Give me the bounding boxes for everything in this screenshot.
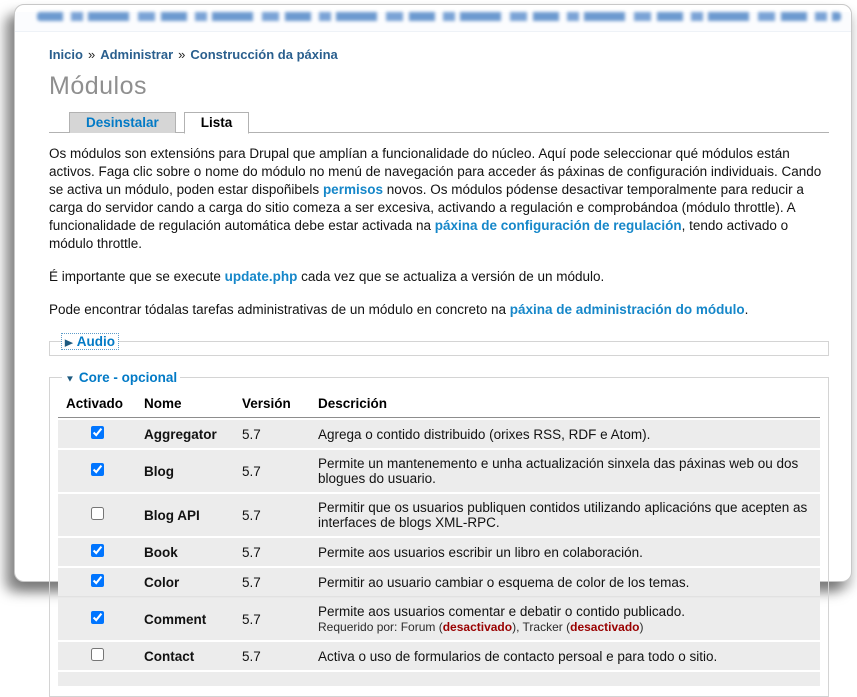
module-checkbox-comment[interactable] <box>91 611 104 624</box>
requires-text: ) <box>639 620 644 634</box>
fieldset-audio-legend[interactable] <box>62 334 118 349</box>
module-version: 5.7 <box>234 420 310 448</box>
table-header-row <box>58 391 820 418</box>
blurred-links-decoration <box>37 12 841 21</box>
intro-text-segment: . <box>744 302 749 317</box>
table-row <box>58 642 820 670</box>
module-description: Agrega o contido distribuido (orixes RSS, RDF e Atom). <box>310 420 820 448</box>
module-version: 5.7 <box>234 568 310 596</box>
fieldset-audio <box>49 334 829 356</box>
module-name: Aggregator <box>136 420 234 448</box>
module-description: Permite un mantenemento e unha actualización sinxela das páxinas web ou dos blogues do usuario. <box>310 450 820 492</box>
module-description: Permitir que os usuarios publiquen contidos utilizando aplicacións que acepten as interfaces de blogs XML-RPC. <box>310 494 820 536</box>
intro-text-segment: cada vez que se actualiza a versión de un módulo. <box>297 269 605 284</box>
fieldset-audio-label: Audio <box>76 334 115 349</box>
module-checkbox-blog[interactable] <box>91 463 104 476</box>
table-row-cutoff <box>58 672 820 686</box>
module-checkbox-contact[interactable] <box>91 648 104 661</box>
module-checkbox-color[interactable] <box>91 574 104 587</box>
header-activado: Activado <box>58 391 136 418</box>
module-checkbox-aggregator[interactable] <box>91 426 104 439</box>
tab-bar <box>49 111 829 133</box>
intro-text-segment: novos. Os módulos pódense desactivar temporalmente para reducir a carga do servidor cando a carga do sitio comeza a ser excesiva, activando a regulación e comprobándoa (módulo throttle). A funcionalidade de regulación automática debe estar activada na <box>49 182 804 233</box>
expanded-arrow-icon: ▼ <box>65 374 75 385</box>
module-version: 5.7 <box>234 538 310 566</box>
intro-text <box>49 145 829 319</box>
module-checkbox-book[interactable] <box>91 544 104 557</box>
intro-paragraph-1 <box>49 145 829 253</box>
screenshot-window <box>14 4 852 664</box>
breadcrumb-link-inicio[interactable]: Inicio <box>49 47 83 62</box>
module-name: Book <box>136 538 234 566</box>
header-descricion: Descrición <box>310 391 820 418</box>
page-title: Módulos <box>49 72 147 100</box>
update-php-link[interactable]: update.php <box>224 269 298 284</box>
module-admin-link[interactable]: páxina de administración do módulo <box>509 302 745 317</box>
module-description <box>310 598 820 640</box>
breadcrumb <box>49 47 829 62</box>
module-name: Comment <box>136 598 234 640</box>
fieldset-core-opcional <box>49 370 829 697</box>
table-row <box>58 420 820 448</box>
intro-text-segment: Pode encontrar tódalas tarefas administrativas de un módulo en concreto na <box>49 302 510 317</box>
blurred-bookmarks-bar <box>15 12 851 32</box>
tab-lista[interactable]: Lista <box>184 112 250 134</box>
header-version: Versión <box>234 391 310 418</box>
module-version: 5.7 <box>234 450 310 492</box>
module-version: 5.7 <box>234 598 310 640</box>
module-description-text: Permite aos usuarios comentar e debatir o contido publicado. <box>318 604 685 619</box>
status-desactivado: desactivado <box>442 620 513 634</box>
table-row <box>58 568 820 596</box>
tab-desinstalar[interactable]: Desinstalar <box>69 112 176 133</box>
module-description: Permitir ao usuario cambiar o esquema de color de los temas. <box>310 568 820 596</box>
status-desactivado: desactivado <box>570 620 640 634</box>
permisos-link[interactable]: permisos <box>322 182 383 197</box>
breadcrumb-link-construccion[interactable]: Construcción da páxina <box>190 47 338 62</box>
breadcrumb-separator: » <box>87 47 96 62</box>
breadcrumb-link-administrar[interactable]: Administrar <box>100 47 174 62</box>
collapsed-arrow-icon: ▶ <box>65 338 73 349</box>
intro-text-segment: Os módulos son extensións para Drupal que amplían a funcionalidade do núcleo. Aquí pode seleccionar qué módulos están activos. Faga clic sobre o nome do módulo no menú de navegación para acceder ás páxinas de configuración individuais. Cando se activa un módulo, poden estar dispoñibels <box>49 146 822 197</box>
table-row <box>58 598 820 640</box>
table-row <box>58 450 820 492</box>
modules-table <box>58 389 820 688</box>
module-version: 5.7 <box>234 494 310 536</box>
table-row <box>58 494 820 536</box>
intro-paragraph-3 <box>49 301 829 319</box>
module-description: Activa o uso de formularios de contacto persoal e para todo o sitio. <box>310 642 820 670</box>
requires-text: ), Tracker ( <box>512 620 571 634</box>
module-name: Color <box>136 568 234 596</box>
page-content <box>15 32 851 697</box>
intro-paragraph-2 <box>49 268 829 286</box>
header-nome: Nome <box>136 391 234 418</box>
module-version: 5.7 <box>234 642 310 670</box>
breadcrumb-separator: » <box>178 47 186 62</box>
module-name: Blog API <box>136 494 234 536</box>
requires-text: Requerido por: Forum ( <box>318 620 443 634</box>
intro-text-segment: É importante que se execute <box>49 269 225 284</box>
module-name: Blog <box>136 450 234 492</box>
module-name: Contact <box>136 642 234 670</box>
fieldset-core-legend[interactable] <box>62 370 180 385</box>
module-checkbox-blog-api[interactable] <box>91 507 104 520</box>
module-requires-line <box>318 620 812 634</box>
fieldset-core-label: Core - opcional <box>78 370 178 385</box>
intro-text-segment: , tendo activado o módulo throttle. <box>49 218 789 251</box>
throttle-config-link[interactable]: páxina de configuración de regulación <box>434 218 682 233</box>
table-row <box>58 538 820 566</box>
module-description: Permite aos usuarios escribir un libro en colaboración. <box>310 538 820 566</box>
